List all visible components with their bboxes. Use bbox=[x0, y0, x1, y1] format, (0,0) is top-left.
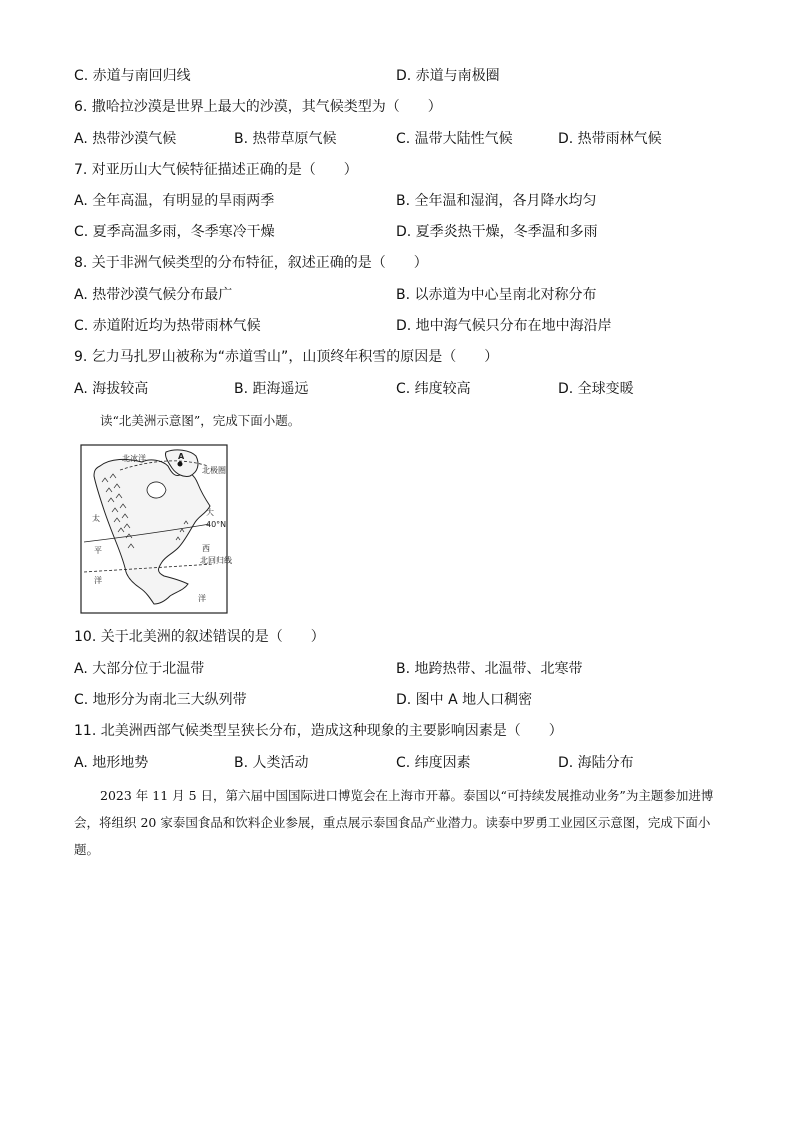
q7-option-c: C. 夏季高温多雨，冬季寒冷干燥 bbox=[74, 224, 275, 240]
q11-option-a: A. 地形地势 bbox=[74, 755, 149, 771]
q6-option-d: D. 热带雨林气候 bbox=[558, 131, 662, 147]
q8-stem: 8. 关于非洲气候类型的分布特征，叙述正确的是（ ） bbox=[74, 255, 428, 271]
q8-option-a: A. 热带沙漠气候分布最广 bbox=[74, 287, 233, 303]
label-lat-40n: 40°N bbox=[206, 520, 227, 529]
q7-stem: 7. 对亚历山大气候特征描述正确的是（ ） bbox=[74, 162, 358, 178]
north-america-map bbox=[80, 444, 232, 614]
q7-option-b: B. 全年温和湿润，各月降水均匀 bbox=[396, 193, 597, 209]
label-atlantic-1: 大 bbox=[206, 508, 214, 517]
label-atlantic-2: 西 bbox=[202, 544, 210, 553]
q11-option-c: C. 纬度因素 bbox=[396, 755, 471, 771]
q9-stem: 9. 乞力马扎罗山被称为“赤道雪山”，山顶终年积雪的原因是（ ） bbox=[74, 349, 499, 365]
q6-stem: 6. 撒哈拉沙漠是世界上最大的沙漠，其气候类型为（ ） bbox=[74, 99, 442, 115]
label-tropic: 北回归线 bbox=[200, 556, 232, 565]
q8-option-c: C. 赤道附近均为热带雨林气候 bbox=[74, 318, 261, 334]
q10-stem: 10. 关于北美洲的叙述错误的是（ ） bbox=[74, 629, 325, 645]
map-intro: 读“北美洲示意图”，完成下面小题。 bbox=[100, 413, 301, 428]
q11-stem: 11. 北美洲西部气候类型呈狭长分布，造成这种现象的主要影响因素是（ ） bbox=[74, 723, 563, 739]
label-pacific-2: 平 bbox=[94, 546, 102, 555]
q5-option-c: C. 赤道与南回归线 bbox=[74, 68, 191, 84]
label-pacific-1: 太 bbox=[92, 514, 100, 523]
q8-option-d: D. 地中海气候只分布在地中海沿岸 bbox=[396, 318, 612, 334]
q10-option-c: C. 地形分为南北三大纵列带 bbox=[74, 692, 247, 708]
q9-option-d: D. 全球变暖 bbox=[558, 381, 634, 397]
q11-option-b: B. 人类活动 bbox=[234, 755, 309, 771]
q7-option-a: A. 全年高温，有明显的旱雨两季 bbox=[74, 193, 275, 209]
q9-option-c: C. 纬度较高 bbox=[396, 381, 471, 397]
q6-option-c: C. 温带大陆性气候 bbox=[396, 131, 513, 147]
q10-option-a: A. 大部分位于北温带 bbox=[74, 661, 205, 677]
label-arctic-circle: 北极圈 bbox=[202, 466, 226, 475]
q10-option-b: B. 地跨热带、北温带、北寒带 bbox=[396, 661, 583, 677]
q5-option-d: D. 赤道与南极圈 bbox=[396, 68, 500, 84]
point-a-dot bbox=[178, 462, 183, 467]
q8-option-b: B. 以赤道为中心呈南北对称分布 bbox=[396, 287, 597, 303]
label-pacific-3: 洋 bbox=[94, 576, 102, 585]
label-atlantic-3: 洋 bbox=[198, 594, 206, 603]
label-arctic-ocean: 北冰洋 bbox=[122, 454, 146, 463]
q6-option-a: A. 热带沙漠气候 bbox=[74, 131, 177, 147]
q9-option-a: A. 海拔较高 bbox=[74, 381, 149, 397]
q6-option-b: B. 热带草原气候 bbox=[234, 131, 337, 147]
q10-option-d: D. 图中 A 地人口稠密 bbox=[396, 692, 533, 708]
label-point-a: A bbox=[178, 452, 185, 461]
q9-option-b: B. 距海遥远 bbox=[234, 381, 309, 397]
expo-paragraph: 2023 年 11 月 5 日，第六届中国国际进口博览会在上海市开幕。泰国以“可持续发展推动业务”为主题参加进博会，将组织 20 家泰国食品和饮料企业参展，重点展示泰国食品产业潜力。读泰中罗勇工业园区示意图，完成下面小题。 bbox=[74, 788, 714, 857]
q7-option-d: D. 夏季炎热干燥，冬季温和多雨 bbox=[396, 224, 598, 240]
hudson-bay bbox=[147, 482, 166, 498]
q11-option-d: D. 海陆分布 bbox=[558, 755, 634, 771]
